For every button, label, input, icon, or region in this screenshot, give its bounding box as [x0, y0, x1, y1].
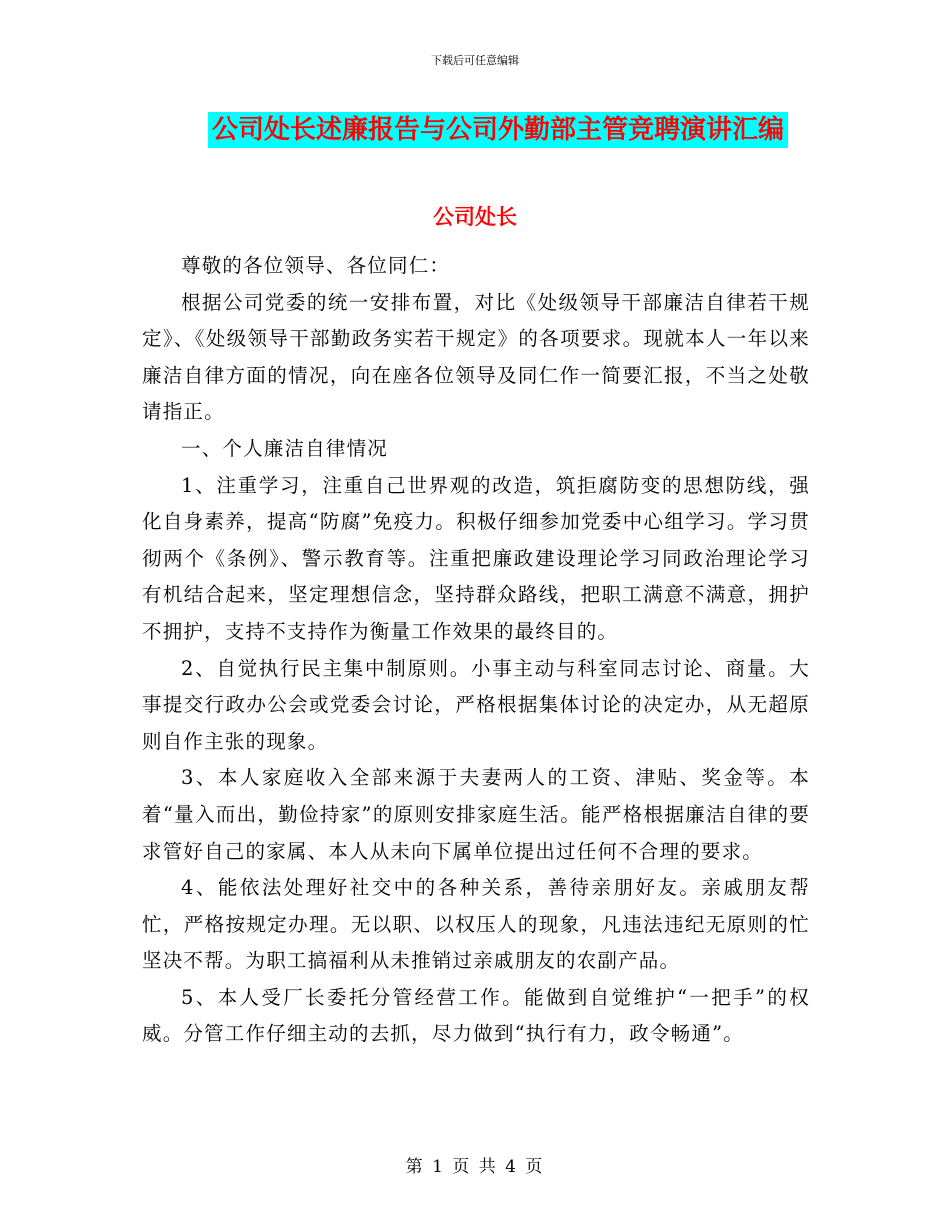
body-paragraph: 4、能依法处理好社交中的各种关系，善待亲朋好友。亲戚朋友帮忙，严格按规定办理。无以职、以权压人的现象，凡违法违纪无原则的忙坚决不帮。为职工搞福利从未推销过亲戚朋友的农副产品。 [142, 876, 810, 973]
body-paragraph: 根据公司党委的统一安排布置，对比《处级领导干部廉洁自律若干规定》、《处级领导干部勤政务实若干规定》的各项要求。现就本人一年以来廉洁自律方面的情况，向在座各位领导及同仁作一简要汇报，不当之处敬请指正。 [142, 290, 810, 424]
body-paragraph: 2、自觉执行民主集中制原则。小事主动与科室同志讨论、商量。大事提交行政办公会或党委会讨论，严格根据集体讨论的决定办，从无超原则自作主张的现象。 [142, 656, 810, 753]
header-note: 下载后可任意编辑 [431, 54, 519, 67]
salutation-paragraph: 尊敬的各位领导、各位同仁： [181, 254, 451, 277]
page-number-footer: 第 1 页 共 4 页 [405, 1157, 545, 1177]
document-title-container [0, 112, 950, 148]
subsection-heading: 一、个人廉洁自律情况 [181, 436, 389, 460]
body-paragraph: 1、注重学习，注重自己世界观的改造，筑拒腐防变的思想防线，强化自身素养，提高“防腐”免疫力。积极仔细参加党委中心组学习。学习贯彻两个《条例》、警示教育等。注重把廉政建设理论学习同政治理论学习有机结合起来，坚定理想信念，坚持群众路线，把职工满意不满意，拥护不拥护，支持不支持作为衡量工作效果的最终目的。 [142, 473, 810, 643]
body-paragraph: 5、本人受厂长委托分管经营工作。能做到自觉维护“一把手”的权威。分管工作仔细主动的去抓，尽力做到“执行有力，政令畅通”。 [142, 985, 810, 1046]
body-paragraph: 3、本人家庭收入全部来源于夫妻两人的工资、津贴、奖金等。本着“量入而出，勤俭持家”的原则安排家庭生活。能严格根据廉洁自律的要求管好自己的家属、本人从未向下属单位提出过任何不合理的要求。 [142, 766, 810, 863]
document-title: 公司处长述廉报告与公司外勤部主管竞聘演讲汇编 [208, 112, 788, 148]
document-body [142, 248, 810, 1053]
section-heading: 公司处长 [433, 205, 517, 229]
